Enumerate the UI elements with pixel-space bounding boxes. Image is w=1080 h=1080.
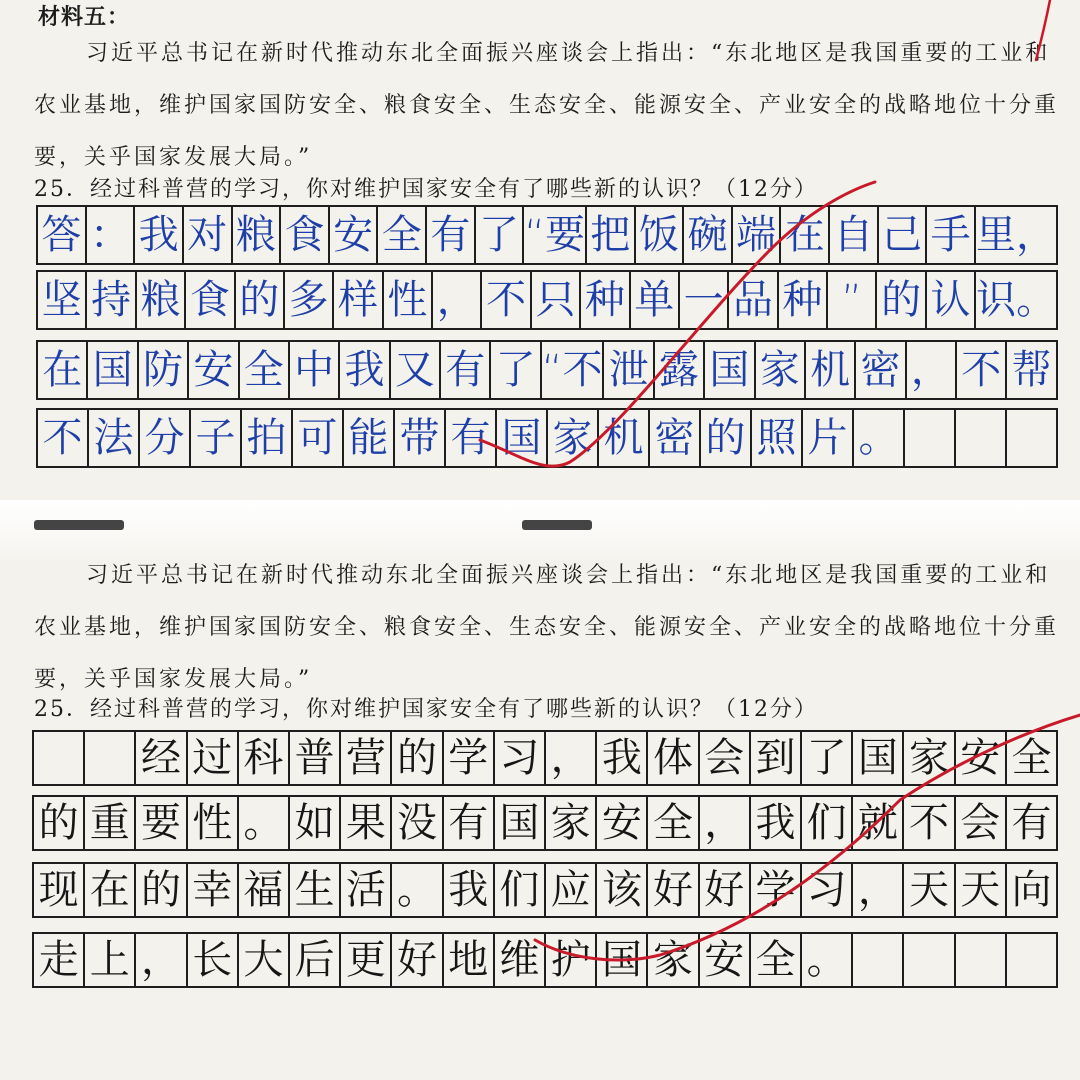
answer-cell: 家: [756, 342, 806, 398]
answer-cell: 拍: [242, 410, 293, 466]
answer-cell: ，: [853, 864, 904, 916]
answer-cell: 天: [956, 864, 1007, 916]
answer-cell: 在: [85, 864, 136, 916]
answer-cell: 种: [779, 272, 828, 328]
answer-cell: [956, 934, 1007, 986]
answer-cell: 国: [497, 410, 548, 466]
answer-cell: 露: [655, 342, 705, 398]
answer-cell: 全: [648, 797, 699, 849]
answer-cell: 了: [476, 207, 525, 263]
material-line: 农业基地，维护国家国防安全、粮食安全、生态安全、能源安全、产业安全的战略地位十分重: [34, 615, 1060, 640]
answer-cell: 种: [581, 272, 630, 328]
answer-cell: 食: [281, 207, 330, 263]
answer-cell: 里，: [975, 212, 1056, 258]
answer-cell: [956, 410, 1007, 466]
answer-cell: 法: [89, 410, 140, 466]
answer-cell: 全: [240, 342, 290, 398]
answer-cell: 没: [392, 797, 443, 849]
answer-cell: 安: [189, 342, 239, 398]
answer-cell: 带: [395, 410, 446, 466]
answer-cell: 持: [87, 272, 136, 328]
answer-cell: 福: [239, 864, 290, 916]
answer-cell: “不: [542, 342, 605, 398]
answer-cell: 维: [495, 934, 546, 986]
answer-cell: 家: [546, 797, 597, 849]
answer-cell: 端: [733, 207, 782, 263]
material-line: 习近平总书记在新时代推动东北全面振兴座谈会上指出：“东北地区是我国重要的工业和: [86, 41, 1051, 66]
answer-cell: 有: [444, 797, 495, 849]
answer-cell: [904, 934, 955, 986]
answer-cell: 们: [802, 797, 853, 849]
answer-cell: 后: [290, 934, 341, 986]
answer-cell: [1007, 934, 1056, 986]
answer-cell: 帮: [1011, 347, 1052, 393]
answer-cell: [34, 732, 85, 784]
answer-sheet-1: [0, 0, 1080, 500]
answer-cell: 能: [344, 410, 395, 466]
answer-cell: 片: [803, 410, 854, 466]
material-line: 农业基地，维护国家国防安全、粮食安全、生态安全、能源安全、产业安全的战略地位十分重: [34, 93, 1060, 118]
answer-cell: 学: [751, 864, 802, 916]
answer-cell: 天: [904, 864, 955, 916]
handwritten-answer-row: [32, 932, 1058, 988]
answer-cell: 安: [597, 797, 648, 849]
answer-cell: 子: [191, 410, 242, 466]
answer-cell: 我: [597, 732, 648, 784]
answer-cell: 国: [88, 342, 138, 398]
answer-cell: 己: [879, 207, 928, 263]
question-25: 25．经过科普营的学习，你对维护国家安全有了哪些新的认识？（12分）: [34, 177, 818, 202]
answer-cell: 走: [34, 934, 85, 986]
answer-cell: 我: [444, 864, 495, 916]
answer-cell: 如: [290, 797, 341, 849]
answer-cell: 全: [1011, 735, 1052, 781]
answer-cell: 学: [444, 732, 495, 784]
answer-cell: 不: [38, 410, 89, 466]
answer-cell: 国: [705, 342, 755, 398]
answer-cell: 的: [236, 272, 285, 328]
answer-cell: 一: [680, 272, 729, 328]
answer-cell: 自: [830, 207, 879, 263]
answer-cell: 幸: [188, 864, 239, 916]
answer-cell: 的: [392, 732, 443, 784]
answer-cell: 密: [650, 410, 701, 466]
answer-cell: 泄: [604, 342, 654, 398]
answer-cell: 重: [85, 797, 136, 849]
answer-cell: 地: [444, 934, 495, 986]
answer-cell: 不: [904, 797, 955, 849]
answer-cell: [85, 732, 136, 784]
answer-cell: 可: [293, 410, 344, 466]
answer-cell: 在: [781, 207, 830, 263]
answer-cell: 的: [701, 410, 752, 466]
answer-cell: 机: [599, 410, 650, 466]
answer-cell: 密: [856, 342, 906, 398]
answer-cell: 了: [802, 732, 853, 784]
handwritten-answer-row: [32, 862, 1058, 918]
answer-cell: 上: [85, 934, 136, 986]
answer-cell: 该: [597, 864, 648, 916]
answer-cell: 好: [700, 864, 751, 916]
answer-cell: ：: [87, 207, 136, 263]
answer-cell: 。: [239, 797, 290, 849]
answer-cell: ，: [907, 342, 957, 398]
answer-cell: ”: [828, 272, 877, 328]
answer-cell: 过: [188, 732, 239, 784]
answer-cell: 到: [751, 732, 802, 784]
answer-cell: 坚: [38, 272, 87, 328]
answer-cell: 粮: [137, 272, 186, 328]
answer-cell: 体: [648, 732, 699, 784]
answer-cell: 普: [290, 732, 341, 784]
answer-cell: 不: [482, 272, 531, 328]
answer-cell: 照: [752, 410, 803, 466]
answer-cell: 的: [877, 272, 926, 328]
answer-cell: 我: [135, 207, 184, 263]
answer-cell: 单: [631, 272, 680, 328]
answer-cell: 对: [184, 207, 233, 263]
answer-cell: 有: [441, 342, 491, 398]
material-paragraph-2: [34, 550, 1064, 706]
answer-cell: 家: [904, 732, 955, 784]
answer-cell: 识。: [976, 277, 1057, 323]
handwritten-answer-row: [32, 730, 1058, 786]
material-line: 要，关乎国家发展大局。”: [34, 145, 313, 170]
answer-cell: [853, 934, 904, 986]
answer-cell: 大: [239, 934, 290, 986]
answer-cell: 中: [290, 342, 340, 398]
answer-cell: 长: [188, 934, 239, 986]
answer-cell: 护: [546, 934, 597, 986]
answer-cell: 饭: [636, 207, 685, 263]
answer-cell: ，: [700, 797, 751, 849]
answer-cell: 果: [341, 797, 392, 849]
answer-cell: 会: [956, 797, 1007, 849]
answer-cell: 粮: [233, 207, 282, 263]
answer-cell: 安: [956, 732, 1007, 784]
answer-cell: 把: [587, 207, 636, 263]
answer-cell: 在: [38, 342, 88, 398]
answer-cell: 应: [546, 864, 597, 916]
material-line: 习近平总书记在新时代推动东北全面振兴座谈会上指出：“东北地区是我国重要的工业和: [86, 563, 1051, 588]
answer-cell: “要: [524, 207, 587, 263]
answer-cell: 生: [290, 864, 341, 916]
answer-cell: 国: [597, 934, 648, 986]
answer-cell: 机: [806, 342, 856, 398]
answer-cell: 多: [285, 272, 334, 328]
material-line: 要，关乎国家发展大局。”: [34, 667, 313, 692]
answer-cell: ，: [136, 934, 187, 986]
answer-cell: 要: [136, 797, 187, 849]
answer-cell: 食: [186, 272, 235, 328]
answer-cell: 们: [495, 864, 546, 916]
answer-cell: 好: [648, 864, 699, 916]
answer-cell: 习: [495, 732, 546, 784]
answer-cell: [1007, 410, 1056, 466]
question-25: 25．经过科普营的学习，你对维护国家安全有了哪些新的认识？（12分）: [34, 697, 818, 722]
answer-cell: 有: [446, 410, 497, 466]
answer-cell: 的: [34, 797, 85, 849]
handwritten-answer-row: [36, 205, 1058, 265]
answer-cell: 。: [392, 864, 443, 916]
answer-cell: 的: [136, 864, 187, 916]
answer-cell: 营: [341, 732, 392, 784]
answer-cell: ，: [433, 272, 482, 328]
handwritten-answer-row: [32, 795, 1058, 851]
answer-cell: 我: [340, 342, 390, 398]
answer-cell: 样: [334, 272, 383, 328]
answer-cell: 防: [139, 342, 189, 398]
answer-cell: 答: [38, 207, 87, 263]
answer-cell: 又: [391, 342, 441, 398]
answer-cell: 性: [188, 797, 239, 849]
answer-cell: 会: [700, 732, 751, 784]
answer-cell: 只: [532, 272, 581, 328]
answer-cell: 分: [140, 410, 191, 466]
answer-cell: 就: [853, 797, 904, 849]
answer-cell: 向: [1011, 867, 1052, 913]
answer-cell: 不: [957, 342, 1007, 398]
answer-cell: 品: [729, 272, 778, 328]
answer-cell: 习: [802, 864, 853, 916]
answer-cell: 认: [927, 272, 976, 328]
answer-cell: 经: [136, 732, 187, 784]
answer-cell: 好: [392, 934, 443, 986]
answer-cell: 。: [854, 410, 905, 466]
answer-cell: 碗: [684, 207, 733, 263]
answer-cell: 有: [427, 207, 476, 263]
answer-cell: [905, 410, 956, 466]
answer-cell: 性: [384, 272, 433, 328]
answer-cell: 了: [491, 342, 541, 398]
answer-cell: 国: [853, 732, 904, 784]
answer-cell: 更: [341, 934, 392, 986]
material-title: 材料五：: [38, 4, 131, 30]
answer-cell: 全: [378, 207, 427, 263]
answer-cell: 安: [330, 207, 379, 263]
answer-cell: 活: [341, 864, 392, 916]
answer-cell: 手: [927, 207, 976, 263]
answer-cell: 安: [700, 934, 751, 986]
answer-cell: 国: [495, 797, 546, 849]
answer-cell: 家: [548, 410, 599, 466]
handwritten-answer-row: [36, 408, 1058, 468]
answer-cell: 全: [751, 934, 802, 986]
answer-cell: 。: [802, 934, 853, 986]
answer-sheet-2: [0, 500, 1080, 1080]
answer-cell: 现: [34, 864, 85, 916]
answer-cell: 有: [1011, 800, 1052, 846]
answer-cell: 家: [648, 934, 699, 986]
answer-cell: 我: [751, 797, 802, 849]
answer-cell: ，: [546, 732, 597, 784]
handwritten-answer-row: [36, 270, 1058, 330]
material-paragraph-1: [34, 28, 1064, 184]
answer-cell: 科: [239, 732, 290, 784]
handwritten-answer-row: [36, 340, 1058, 400]
